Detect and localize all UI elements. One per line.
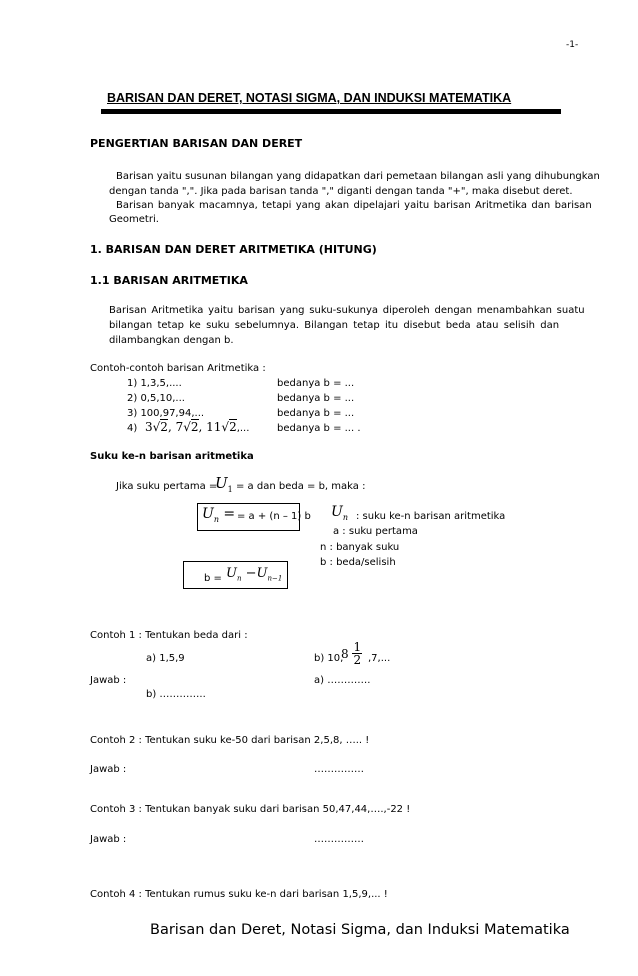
jawab-label: Jawab : xyxy=(90,834,127,845)
example-item: 3) 100,97,94,... xyxy=(127,408,205,419)
legend-b: b : beda/selisih xyxy=(320,557,396,568)
jawab-label: Jawab : xyxy=(90,675,127,686)
page-number: -1- xyxy=(566,40,579,50)
formula-b-math: $U_n -U_{n-1}$ xyxy=(226,566,283,583)
paragraph-line: Barisan Aritmetika yaitu barisan yang suku-sukunya diperoleh dengan menambahkan suatu xyxy=(109,305,585,316)
legend-un: : suku ke-n barisan aritmetika xyxy=(356,511,506,522)
math-term: ,... xyxy=(236,423,250,434)
jawab-blank: …………… xyxy=(314,834,364,845)
suku-ken-heading: Suku ke-n barisan aritmetika xyxy=(90,451,254,462)
sqrt-icon: √ xyxy=(183,420,191,434)
math-radicand: 2 xyxy=(190,420,199,434)
contoh-2-label: Contoh 2 : Tentukan suku ke-50 dari barisan 2,5,8, ….. ! xyxy=(90,735,370,746)
un-symbol: $U_n$ = xyxy=(202,506,236,524)
math-term: , 7 xyxy=(167,420,184,434)
contoh-4-label: Contoh 4 : Tentukan rumus suku ke-n dari barisan 1,5,9,... ! xyxy=(90,889,388,900)
example-beda: bedanya b = ... xyxy=(277,393,355,404)
contoh-1-a: a) 1,5,9 xyxy=(146,653,185,664)
math-radicand: 2 xyxy=(229,420,237,434)
jawab-label: Jawab : xyxy=(90,764,127,775)
jawab-a-blank: a) …………. xyxy=(314,675,371,686)
page-title: BARISAN DAN DERET, NOTASI SIGMA, DAN INDUKSI MATEMATIKA xyxy=(107,91,512,105)
example-beda: bedanya b = ... xyxy=(277,378,355,389)
fraction-whole: 8 xyxy=(341,646,349,661)
contoh-1-b-prefix: b) 10, xyxy=(314,653,344,664)
paragraph-line: Barisan yaitu susunan bilangan yang didapatkan dari pemetaan bilangan asli yang dihubungkan xyxy=(116,171,600,182)
fraction-numerator: 1 xyxy=(353,640,362,654)
sqrt-icon: √ xyxy=(152,420,161,434)
example-item: 1) 1,3,5,.... xyxy=(127,378,182,389)
fraction xyxy=(352,641,362,666)
example-4-math xyxy=(145,420,249,434)
contoh-1-b-suffix: ,7,... xyxy=(368,653,391,664)
formula-un-rhs: = a + (n – 1) b xyxy=(237,511,311,522)
paragraph-line: bilangan tetap ke suku sebelumnya. Bilangan tetap itu disebut beda atau selisih dan xyxy=(109,320,560,331)
section-heading-pengertian: PENGERTIAN BARISAN DAN DERET xyxy=(90,137,303,150)
math-radicand: 2 xyxy=(160,420,168,434)
un-legend-symbol: $U_n$ xyxy=(331,504,348,522)
suku-ken-intro-suffix: = a dan beda = b, maka : xyxy=(236,481,366,492)
fraction-denominator: 2 xyxy=(353,653,362,667)
example-beda: bedanya b = ... . xyxy=(277,423,361,434)
jawab-blank: …………… xyxy=(314,764,364,775)
suku-ken-intro-prefix: Jika suku pertama = xyxy=(116,481,218,492)
sqrt-icon: √ xyxy=(221,420,230,434)
math-term: 3 xyxy=(145,420,153,434)
example-item: 2) 0,5,10,... xyxy=(127,393,185,404)
paragraph-line: dilambangkan dengan b. xyxy=(109,335,234,346)
examples-heading: Contoh-contoh barisan Aritmetika : xyxy=(90,363,266,374)
formula-b-prefix: b = xyxy=(204,573,222,584)
section-heading-1: 1. BARISAN DAN DERET ARITMETIKA (HITUNG) xyxy=(90,243,377,256)
contoh-1-label: Contoh 1 : Tentukan beda dari : xyxy=(90,630,248,641)
example-item: 4) xyxy=(127,423,138,434)
example-beda: bedanya b = ... xyxy=(277,408,355,419)
math-term: , 11 xyxy=(198,420,222,434)
legend-a: a : suku pertama xyxy=(333,526,418,537)
contoh-3-label: Contoh 3 : Tentukan banyak suku dari barisan 50,47,44,….,-22 ! xyxy=(90,804,411,815)
jawab-b-blank: b) ………….. xyxy=(146,689,206,700)
u1-symbol: $U_1$ xyxy=(215,474,233,494)
paragraph-line: dengan tanda ",". Jika pada barisan tanda "," diganti dengan tanda "+", maka disebut deret. xyxy=(109,186,573,197)
section-heading-1-1: 1.1 BARISAN ARITMETIKA xyxy=(90,274,248,287)
paragraph-line: Geometri. xyxy=(109,214,159,225)
legend-n: n : banyak suku xyxy=(320,542,400,553)
paragraph-line: Barisan banyak macamnya, tetapi yang akan dipelajari yaitu barisan Aritmetika dan barisan xyxy=(116,200,592,211)
mixed-fraction xyxy=(341,641,362,666)
page-footer: Barisan dan Deret, Notasi Sigma, dan Induksi Matematika xyxy=(150,922,570,938)
